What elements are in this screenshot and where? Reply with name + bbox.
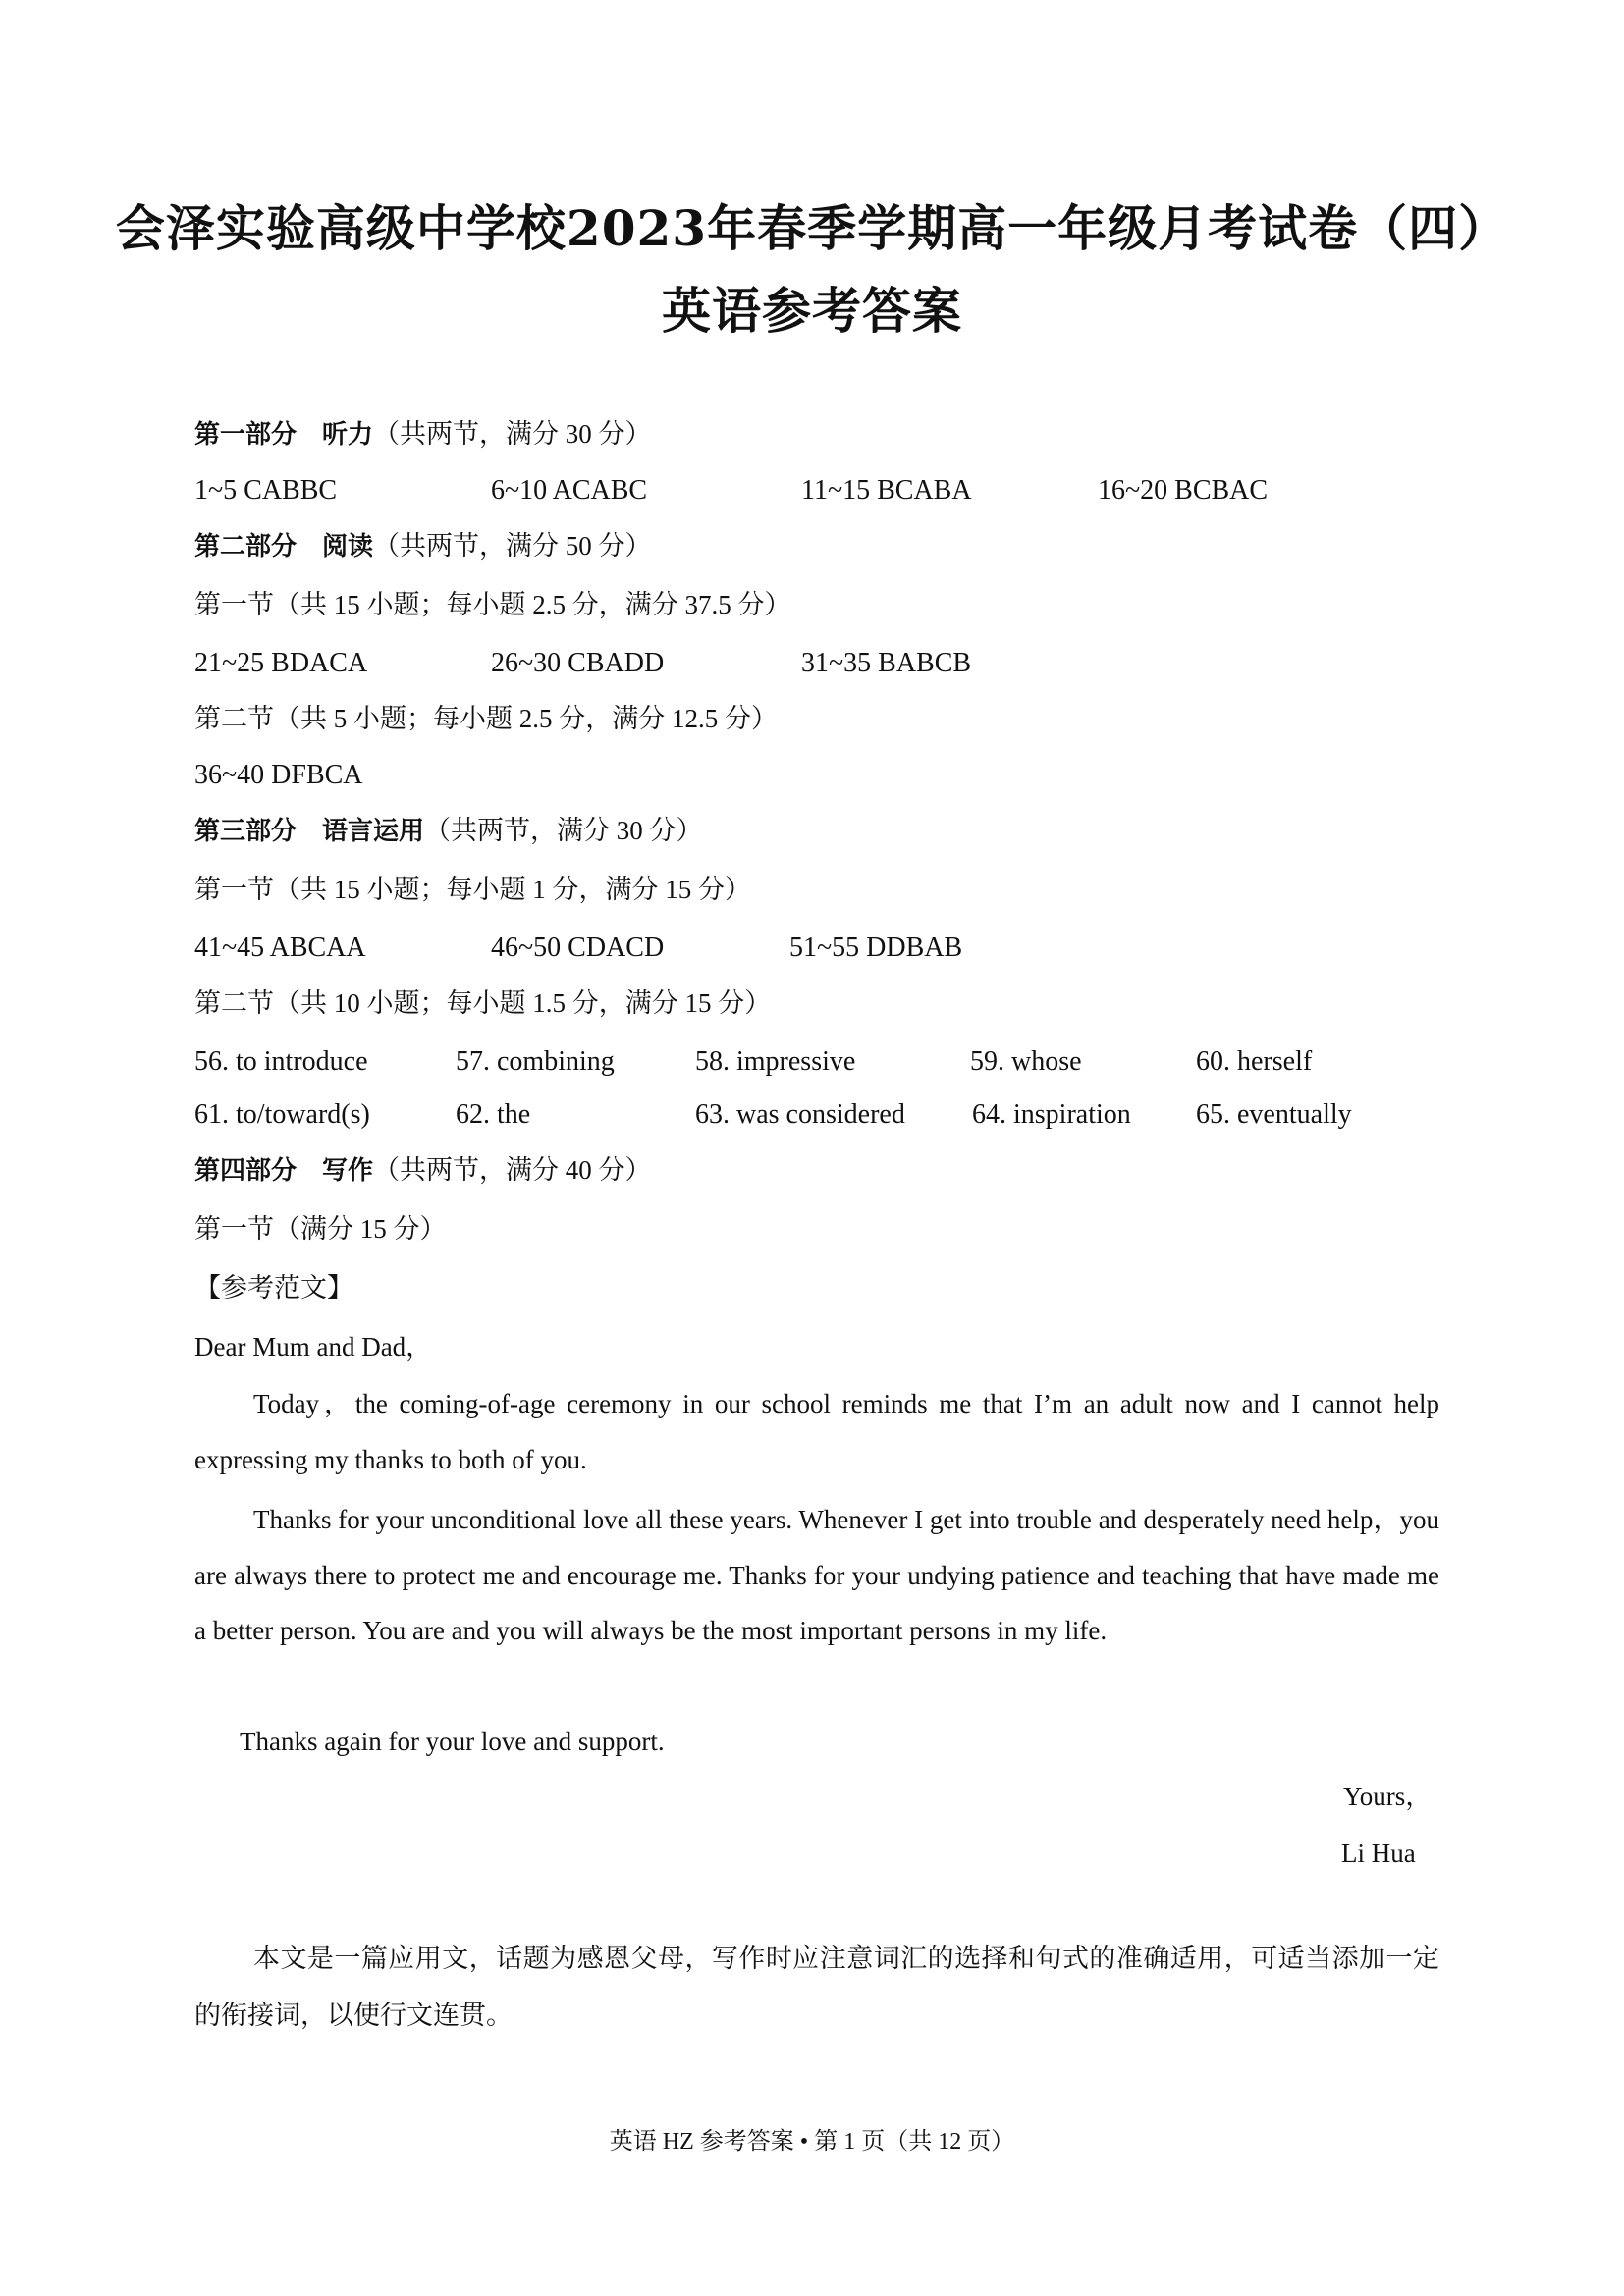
- letter-paragraph: Today，the coming-of-age ceremony in our school reminds me that I’m an adult now and I cannot help expressing my thanks to both of you.: [194, 1389, 1439, 1474]
- part2-label: 第二部分: [194, 532, 298, 561]
- answer-item: 58. impressive: [695, 1046, 856, 1077]
- answer-group: 41~45 ABCAA: [194, 933, 366, 963]
- letter-paragraph: Thanks for your unconditional love all these years. Whenever I get into trouble and desperately need help，you are always there to protect me and encourage me. Thanks for your undying patience and teaching that have made me a better person. You are and you will always be the most important persons in my life.: [194, 1505, 1439, 1645]
- part3-section1-heading: 第一节（共 15 小题；每小题 1 分，满分 15 分）: [194, 875, 751, 904]
- answer-group: 16~20 BCBAC: [1098, 475, 1269, 506]
- answer-item: 63. was considered: [695, 1099, 905, 1130]
- part4-note: （共两节，满分 40 分）: [373, 1155, 652, 1185]
- part3-note: （共两节，满分 30 分）: [424, 816, 703, 845]
- part3-section2-heading: 第二节（共 10 小题；每小题 1.5 分，满分 15 分）: [194, 988, 772, 1018]
- part2-section2-heading: 第二节（共 5 小题；每小题 2.5 分，满分 12.5 分）: [194, 704, 778, 733]
- letter-paragraph: Thanks again for your love and support.: [240, 1727, 665, 1756]
- part4-heading: [194, 1152, 652, 1189]
- part2-heading: [194, 528, 652, 564]
- part1-name: 听力: [322, 420, 374, 450]
- writing-comment: 本文是一篇应用文，话题为感恩父母，写作时应注意词汇的选择和句式的准确适用，可适当添加一定的衔接词，以使行文连贯。: [194, 1944, 1439, 2030]
- answer-item: 56. to introduce: [194, 1046, 368, 1077]
- answer-group: 51~55 DDBAB: [789, 933, 963, 963]
- part2-name: 阅读: [322, 532, 374, 561]
- part1-heading: [194, 416, 652, 453]
- page-title: 会泽实验高级中学校2023年春季学期高一年级月考试卷（四）: [115, 199, 1509, 257]
- part3-heading: [194, 813, 703, 849]
- answer-group: 1~5 CABBC: [194, 475, 338, 506]
- part4-section1-heading: 第一节（满分 15 分）: [194, 1214, 447, 1244]
- answer-group: 21~25 BDACA: [194, 648, 368, 678]
- answer-item: 59. whose: [970, 1046, 1082, 1077]
- answer-group: 31~35 BABCB: [801, 648, 972, 678]
- answer-item: 57. combining: [456, 1046, 615, 1077]
- sample-essay-label: 【参考范文】: [194, 1273, 353, 1303]
- part2-note: （共两节，满分 50 分）: [373, 531, 652, 561]
- answer-group: 26~30 CBADD: [491, 648, 665, 678]
- letter-salutation: Dear Mum and Dad，: [194, 1332, 433, 1362]
- part1-note: （共两节，满分 30 分）: [373, 419, 652, 449]
- part1-label: 第一部分: [194, 420, 298, 450]
- letter-closing: Yours，: [1343, 1782, 1433, 1811]
- answer-group: 36~40 DFBCA: [194, 760, 363, 790]
- part2-section1-heading: 第一节（共 15 小题；每小题 2.5 分，满分 37.5 分）: [194, 590, 791, 619]
- page-subtitle: 英语参考答案: [662, 282, 962, 340]
- part3-name: 语言运用: [322, 817, 425, 846]
- answer-item: 62. the: [456, 1099, 531, 1130]
- part4-name: 写作: [322, 1156, 374, 1186]
- answer-item: 60. herself: [1196, 1046, 1313, 1077]
- page-footer: 英语 HZ 参考答案 • 第 1 页（共 12 页）: [609, 2129, 1015, 2155]
- answer-group: 6~10 ACABC: [491, 475, 648, 506]
- answer-group: 46~50 CDACD: [491, 933, 665, 963]
- answer-item: 64. inspiration: [972, 1099, 1131, 1130]
- part3-label: 第三部分: [194, 817, 298, 846]
- answer-item: 61. to/toward(s): [194, 1099, 370, 1130]
- answer-group: 11~15 BCABA: [801, 475, 972, 506]
- letter-signature: Li Hua: [1341, 1839, 1416, 1868]
- part4-label: 第四部分: [194, 1156, 298, 1186]
- answer-item: 65. eventually: [1196, 1099, 1352, 1130]
